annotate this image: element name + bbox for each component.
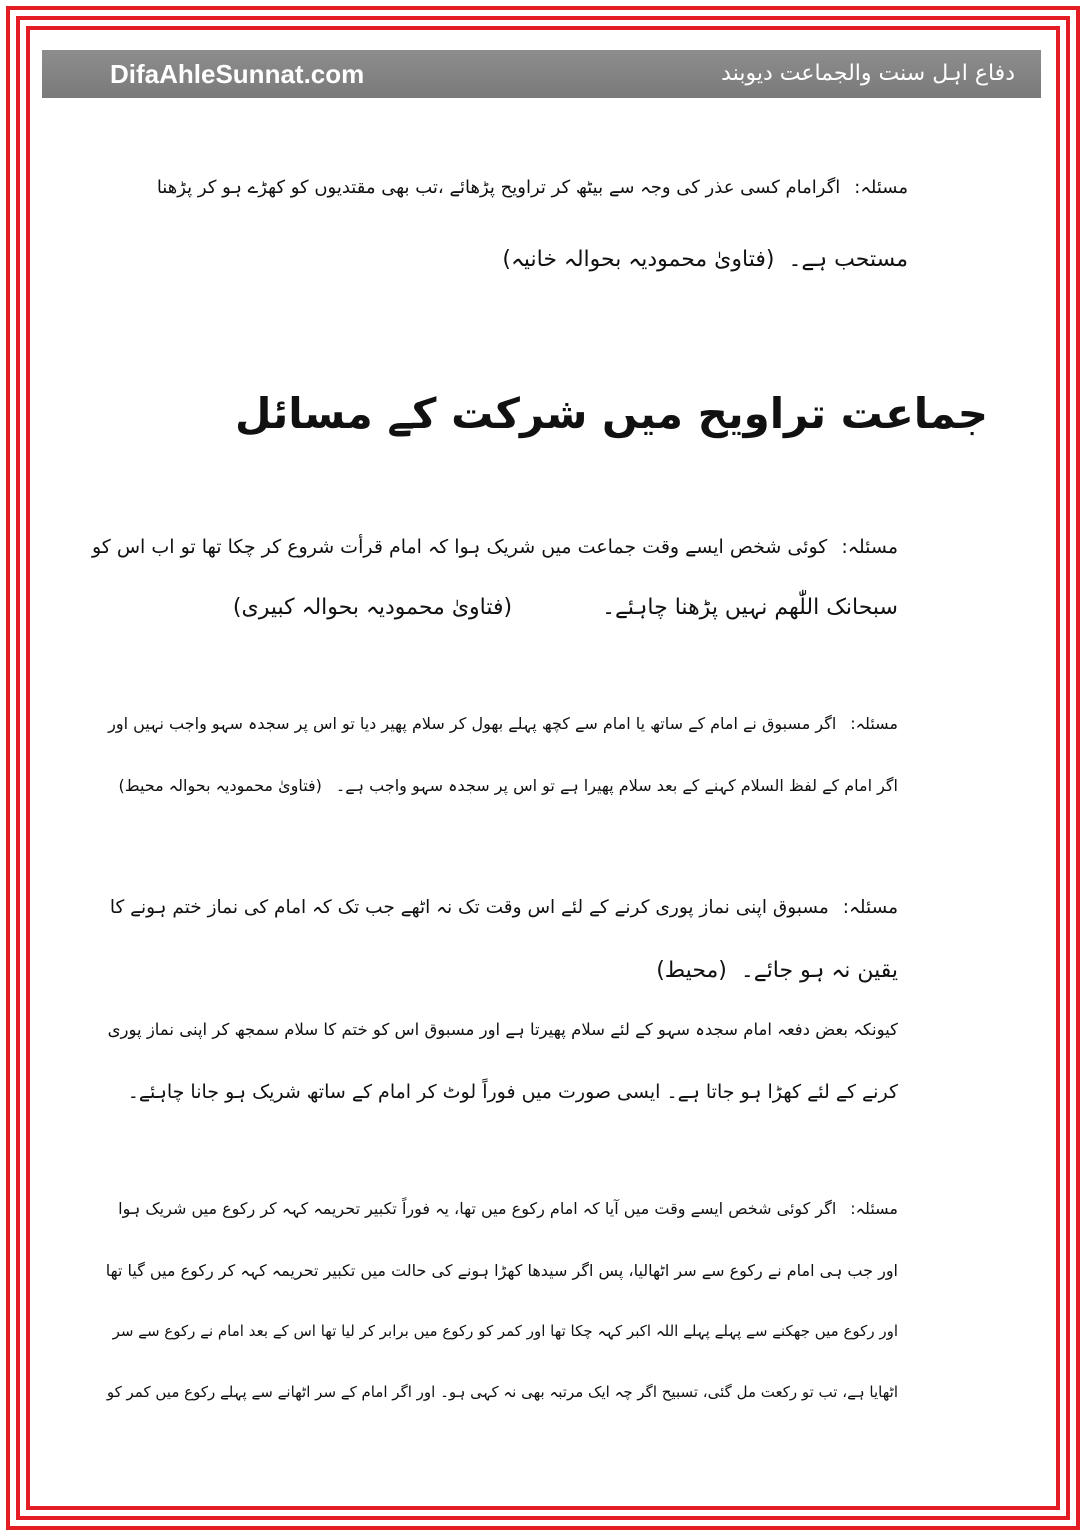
para1-line1 — [148, 168, 908, 208]
para3-line1 — [98, 704, 898, 744]
para3-line2 — [98, 766, 898, 806]
para1-line1-text: اگرامام کسی عذر کی وجہ سے بیٹھ کر تراویح پڑھائے ،تب بھی مقتدیوں کو کھڑے ہو کر پڑھنا — [156, 177, 841, 198]
para2-line2 — [158, 588, 898, 628]
para1-reference: (فتاویٰ محمودیہ بحوالہ خانیہ) — [502, 247, 775, 272]
para4-line2 — [498, 951, 898, 991]
para2-line1 — [88, 527, 898, 567]
para3-line2-text: اگر امام کے لفظ السلام کہنے کے بعد سلام پھیرا ہے تو اس پر سجدہ سہو واجب ہے۔ — [335, 776, 898, 795]
para5-line4-text: اٹھایا ہے، تب تو رکعت مل گئی، تسبیح اگر چہ ایک مرتبہ بھی نہ کہی ہو۔ اور اگر امام کے سر اٹھانے سے پہلے رکوع میں کمر کو — [106, 1383, 898, 1401]
para5-line2-text: اور جب ہی امام نے رکوع سے سر اٹھالیا، پس اگر سیدھا کھڑا ہونے کی حالت میں تکبیر تحریمہ کہہ کر رکوع میں گیا تھا — [105, 1261, 898, 1280]
para4-line3 — [108, 1010, 898, 1050]
masala-label: مسئلہ: — [850, 714, 898, 733]
para3-line1-text: اگر مسبوق نے امام کے ساتھ یا امام سے کچھ پہلے بھول کر سلام پھیر دیا تو اس پر سجدہ سہو واجب نہیں اور — [108, 714, 837, 733]
page-header — [42, 50, 1041, 98]
para4-line2-text: یقین نہ ہو جائے۔ — [740, 958, 898, 983]
para1-line2-text: مستحب ہے۔ — [788, 247, 908, 272]
para3-reference: (فتاویٰ محمودیہ بحوالہ محیط) — [118, 776, 322, 795]
masala-label: مسئلہ: — [850, 1199, 898, 1218]
para4-line3-text: کیونکہ بعض دفعہ امام سجدہ سہو کے لئے سلام پھیرتا ہے اور مسبوق اس کو ختم کا سلام سمجھ کر اپنی نماز پوری — [107, 1020, 898, 1039]
para5-line3 — [98, 1311, 898, 1351]
para5-line1-text: اگر کوئی شخص ایسے وقت میں آیا کہ امام رکوع میں تھا، یہ فوراً تکبیر تحریمہ کہہ کر رکوع میں شریک ہوا — [118, 1199, 837, 1218]
masala-label: مسئلہ: — [854, 177, 908, 198]
para2-line1-text: کوئی شخص ایسے وقت جماعت میں شریک ہوا کہ امام قرأت شروع کر چکا تھا تو اب اس کو — [91, 536, 828, 558]
masala-label: مسئلہ: — [842, 897, 898, 918]
para4-line1-text: مسبوق اپنی نماز پوری کرنے کے لئے اس وقت تک نہ اٹھے جب تک کہ امام کی نماز ختم ہونے کا — [109, 897, 829, 918]
para2-reference: (فتاویٰ محمودیہ بحوالہ کبیری) — [232, 595, 513, 620]
para5-line1 — [98, 1189, 898, 1229]
para5-line4 — [98, 1372, 898, 1412]
para2-line2-text: سبحانک اللّٰھم نہیں پڑھنا چاہئے۔ — [602, 595, 898, 620]
para5-line2 — [98, 1251, 898, 1291]
para4-line1 — [98, 888, 898, 928]
para1-line2 — [348, 240, 908, 280]
para4-reference: (محیط) — [656, 958, 727, 983]
para5-line3-text: اور رکوع میں جھکنے سے پہلے پہلے اللہ اکبر کہہ چکا تھا اور کمر کو رکوع میں برابر کر لیا تھا اس کے بعد امام نے رکوع سے سر — [112, 1322, 898, 1340]
masala-label: مسئلہ: — [841, 536, 898, 558]
site-name: DifaAhleSunnat.com — [110, 59, 365, 89]
section-heading: جماعت تراویح میں شرکت کے مسائل — [235, 389, 988, 438]
header-title: دفاع اہل سنت والجماعت دیوبند — [721, 61, 1015, 86]
para4-line4-text: کرنے کے لئے کھڑا ہو جاتا ہے۔ ایسی صورت میں فوراً لوٹ کر امام کے ساتھ شریک ہو جانا چاہئے۔ — [127, 1081, 898, 1103]
para4-line4 — [118, 1072, 898, 1112]
